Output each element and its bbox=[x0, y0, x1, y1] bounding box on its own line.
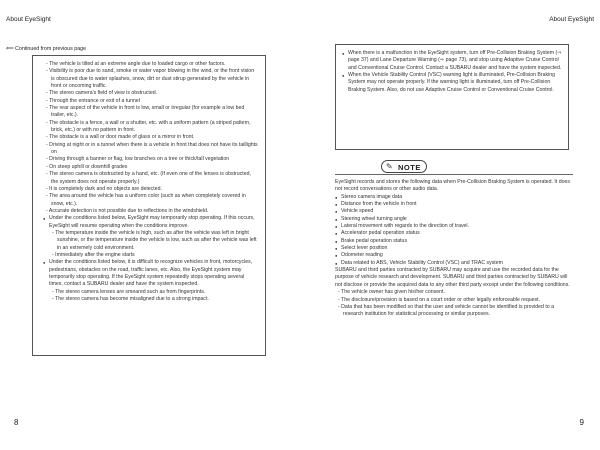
dash-subitem: - The stereo camera has become misaligned due to a strong impact. bbox=[52, 296, 209, 302]
bullet-item: ● Brake pedal operation status bbox=[335, 238, 573, 245]
page-number-right: 9 bbox=[579, 418, 584, 427]
dash-subitem: - Immediately after the engine starts bbox=[52, 251, 135, 258]
dash-item: - The disclosure/provision is based on a court order or other legally enforceable request. bbox=[338, 296, 541, 303]
bullet-item: ● Vehicle speed bbox=[335, 208, 573, 215]
running-header-left: About EyeSight bbox=[6, 16, 51, 23]
dash-item: - Through the entrance or exit of a tunnel bbox=[46, 97, 140, 104]
running-header-right: About EyeSight bbox=[549, 16, 594, 23]
bullet-item: ● Under the conditions listed below, EyeSight may temporarily stop operating. If this occurs, EyeSight will resume operating when the conditions improve. bbox=[43, 215, 259, 230]
left-conditions-list bbox=[43, 61, 259, 303]
bullet-item: ● Under the conditions listed below, it is difficult to recognize vehicles in front, motorcycles, pedestrians, obstacles on the road, traffic lanes, etc. Also, the EyeSight system may temporarily stop operating. If the EyeSight system repeatedly stops operating several times, contact a SUBARU dealer and have the system inspected. bbox=[43, 259, 259, 288]
dash-item: - The rear aspect of the vehicle in front is low, small or irregular (for example a low bed trailer, etc.). bbox=[46, 105, 245, 119]
dash-item: - Visibility is poor due to sand, smoke or water vapor blowing in the wind, or the front vision is obscured due to water splashes, snow, dirt or dust stirup generated by the vehicle in front or oncoming traffic. bbox=[46, 68, 255, 90]
bullet-item: ● When the Vehicle Stability Control (VSC) warning light is illuminated, Pre-Collision Braking System may not operate properly. If the warning light is illuminated, turn off Pre-Collision Braking System. Also, do not use Adaptive Cruise Control or Conventional Cruise Control. bbox=[342, 72, 562, 94]
dash-item: - Driving at night or in a tunnel when there is a vehicle in front that does not have its taillights on bbox=[46, 141, 258, 156]
dash-subitem: - The temperature inside the vehicle is high, such as after the vehicle was left in bright sunshine, or the temperature inside the vehicle is low, such as after the vehicle was left in an extremely cold environment. bbox=[52, 229, 257, 251]
right-caution-box bbox=[335, 44, 569, 150]
dash-item: - The obstacle is a wall or door made of glass or a mirror in front. bbox=[46, 134, 195, 141]
pencil-icon: ✎ bbox=[386, 162, 393, 171]
note-title: NOTE bbox=[398, 162, 421, 172]
dash-item: - The vehicle is tilted at an extreme angle due to loaded cargo or other factors. bbox=[46, 61, 226, 67]
bullet-item: ● Stereo camera image data bbox=[335, 194, 573, 201]
right-caution-list bbox=[342, 50, 562, 94]
bullet-item: ● Data related to ABS, Vehicle Stability Control (VSC) and TRAC system bbox=[335, 260, 573, 267]
dash-item: - Data that has been modified so that the user and vehicle cannot be identified is provided to a research institution for statistical processing or similar purposes. bbox=[338, 303, 554, 318]
dash-subitem: - The stereo camera lenses are smeared such as from fingerprints. bbox=[52, 288, 206, 295]
dash-item: - On steep uphill or downhill grades bbox=[46, 163, 128, 170]
bullet-item: ● Accelerator pedal operation status bbox=[335, 230, 573, 237]
dash-item: - Accurate detection is not possible due to reflections in the windshield. bbox=[46, 207, 209, 214]
bullet-item: ● Lateral movement with regards to the direction of travel. bbox=[335, 223, 573, 230]
dash-item: - The obstacle is a fence, a wall or a shutter, etc. with a uniform pattern (a striped pattern, brick, etc.) or with no pattern in front. bbox=[46, 119, 251, 134]
paragraph: SUBARU and third parties contracted by SUBARU may acquire and use the recorded data for the purpose of vehicle research and development. SUBARU and third parties contracted by SUBARU will not disclose or provide the acquired data to any other third party except under the following conditions. bbox=[335, 267, 570, 288]
dash-item: - The stereo camera's field of view is obstructed. bbox=[46, 90, 158, 97]
continued-label: ⟸ Continued from previous page bbox=[6, 46, 87, 52]
note-body bbox=[335, 179, 573, 319]
paragraph: EyeSight records and stores the following data when Pre-Collision Braking System is operated. It does not record conversations or other audio data. bbox=[335, 179, 571, 193]
bullet-item: ● Distance from the vehicle in front bbox=[335, 201, 573, 208]
bullet-item: ● Select lever position bbox=[335, 245, 573, 252]
bullet-item: ● Steering wheel turning angle bbox=[335, 216, 573, 223]
left-conditions-box bbox=[32, 55, 266, 356]
page-number-left: 8 bbox=[14, 418, 19, 427]
dash-item: - The area around the vehicle has a uniform color (such as when completely covered in snow, etc.). bbox=[46, 193, 246, 207]
note-badge bbox=[381, 160, 427, 173]
dash-item: - It is completely dark and no objects are detected. bbox=[46, 185, 162, 192]
note-divider bbox=[335, 174, 573, 175]
bullet-item: ● When there is a malfunction in the EyeSight system, turn off Pre-Collision Braking System (⇒ page 37) and Lane Departure Warning (⇒ page 73), and stop using Adaptive Cruise Control and Conventional Cruise Control. Contact a SUBARU dealer and have the system inspected. bbox=[342, 50, 562, 72]
dash-item: - Driving through a banner or flag, low branches on a tree or thick/tall vegetation bbox=[46, 156, 230, 163]
dash-item: - The stereo camera is obstructed by a hand, etc. (If even one of the lenses is obstructed, the system does not operate properly.) bbox=[46, 171, 251, 185]
bullet-item: ● Odometer reading bbox=[335, 252, 573, 259]
dash-item: - The vehicle owner has given his/her consent. bbox=[338, 289, 445, 296]
